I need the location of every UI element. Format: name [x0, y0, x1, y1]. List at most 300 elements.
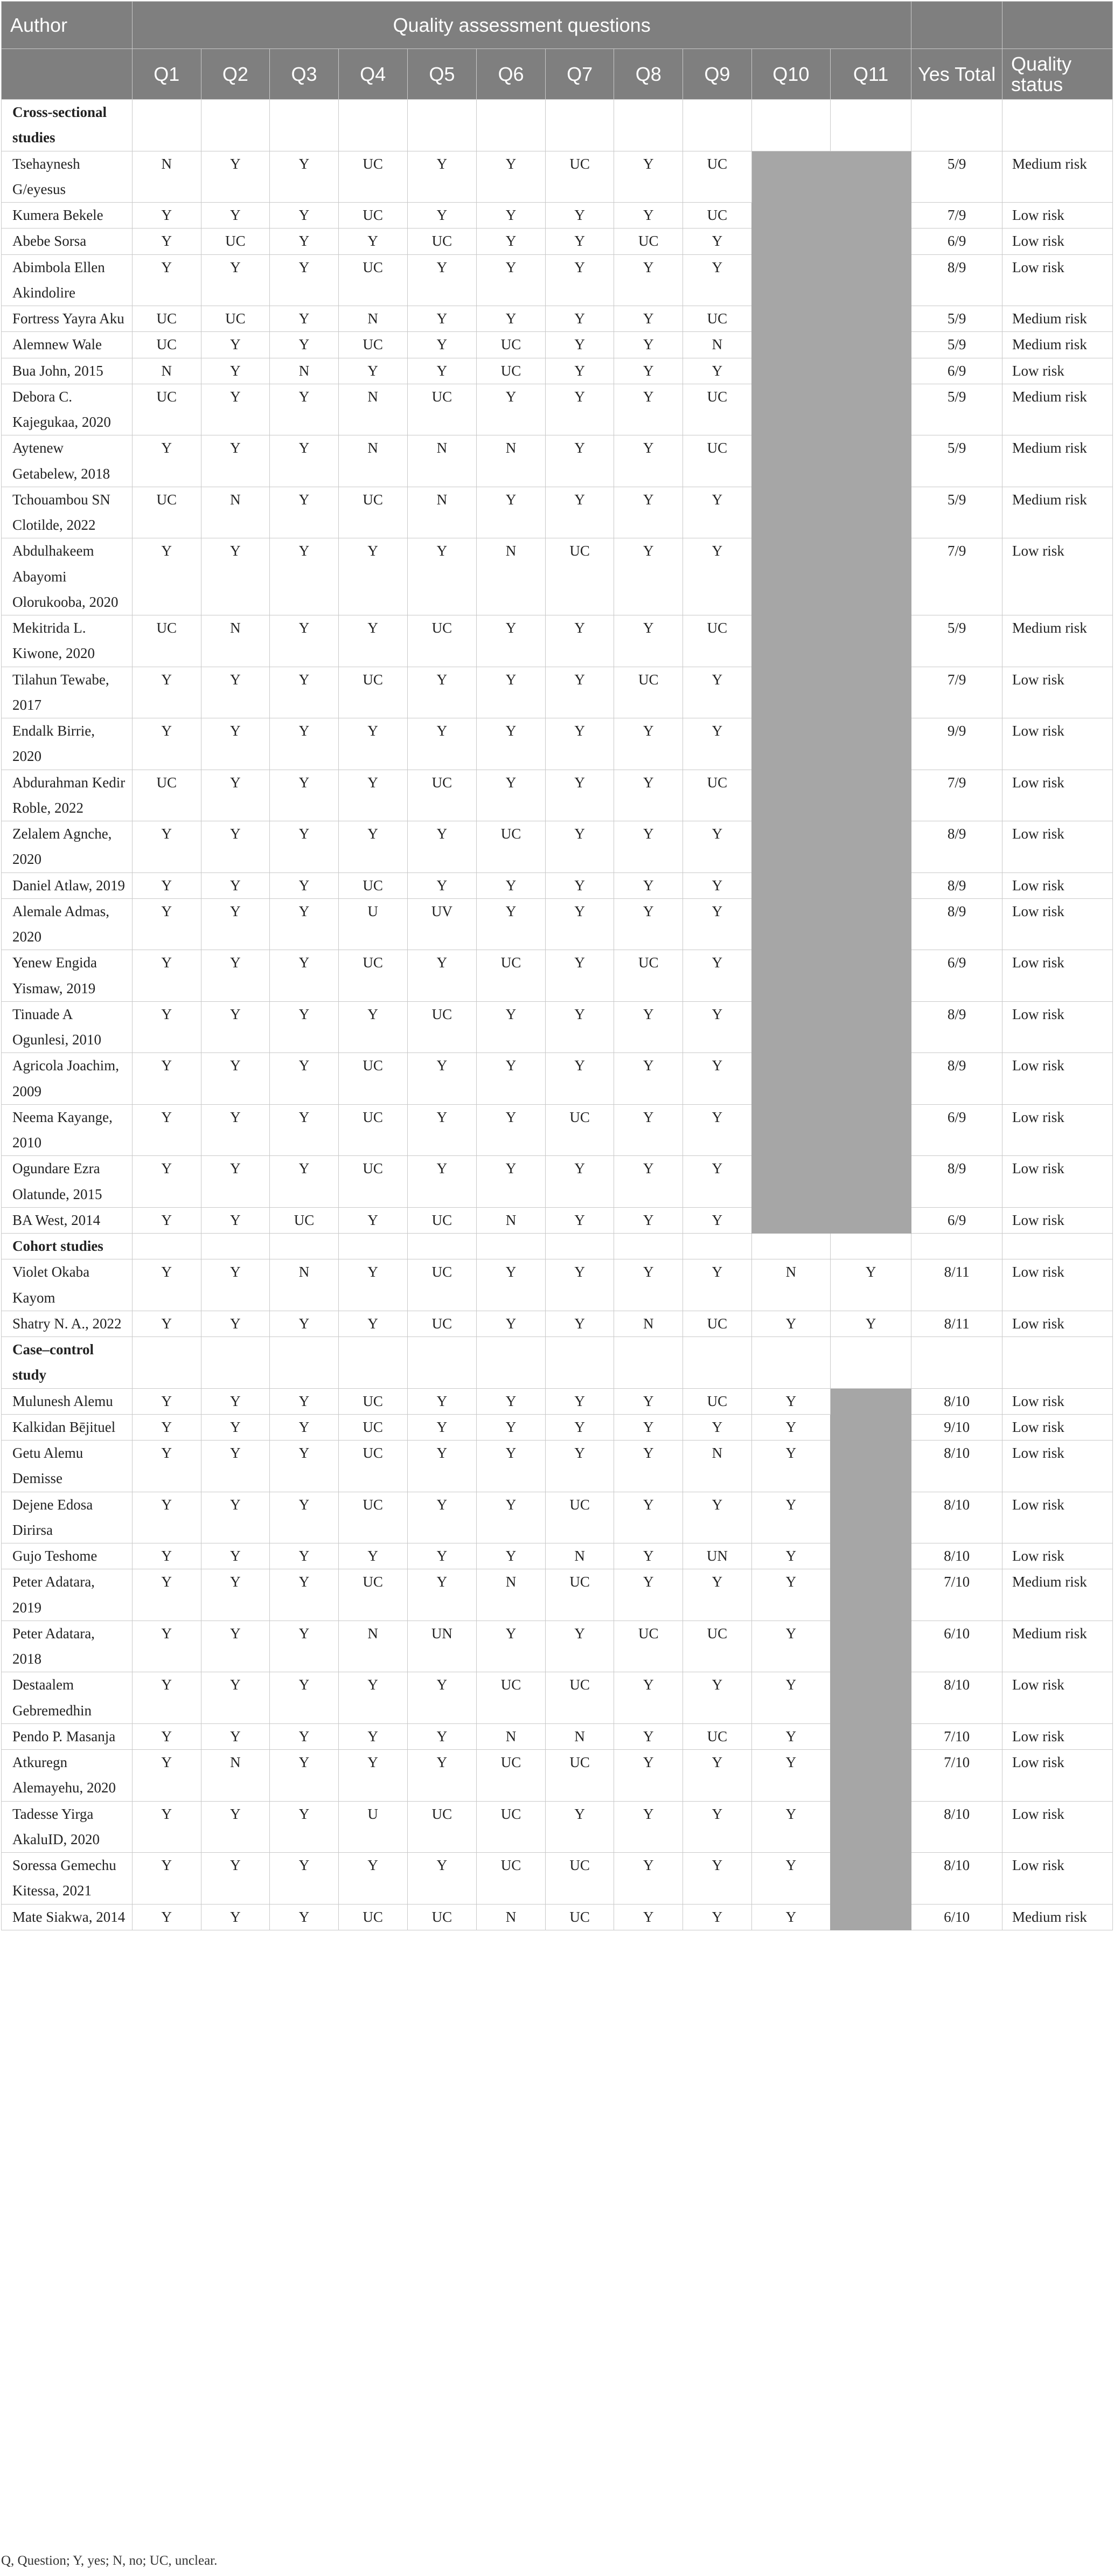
answer-cell-q4: Y — [338, 538, 407, 615]
answer-cell-q8: Y — [614, 1543, 683, 1569]
table-row — [2, 950, 1113, 1002]
answer-cell-q2: Y — [201, 332, 270, 358]
author-cell: Aytenew Getabelew, 2018 — [2, 435, 133, 487]
answer-cell-q3: Y — [270, 898, 339, 950]
quality-status-cell: Low risk — [1002, 1156, 1113, 1208]
section-blank-cell — [201, 1234, 270, 1259]
answer-cell-q5: UC — [407, 1801, 477, 1853]
quality-status-cell: Medium risk — [1002, 332, 1113, 358]
yes-total-cell: 6/10 — [911, 1621, 1002, 1672]
answer-cell-q4: UC — [338, 332, 407, 358]
answer-cell-q6: UC — [477, 950, 546, 1002]
answer-cell-q8: Y — [614, 1414, 683, 1440]
author-cell: Dejene Edosa Dirirsa — [2, 1492, 133, 1543]
author-cell: Getu Alemu Demisse — [2, 1441, 133, 1492]
answer-cell-q7: Y — [545, 1388, 614, 1414]
answer-cell-q1: Y — [132, 1156, 201, 1208]
answer-cell-q3: Y — [270, 1001, 339, 1053]
answer-cell-q2: Y — [201, 254, 270, 306]
answer-cell-q10: Y — [751, 1492, 830, 1543]
yes-total-cell: 5/9 — [911, 615, 1002, 667]
quality-status-cell: Low risk — [1002, 898, 1113, 950]
header-row-questions — [2, 49, 1113, 100]
yes-total-cell: 5/9 — [911, 332, 1002, 358]
answer-cell-q9: Y — [683, 1259, 752, 1311]
answer-cell-q4: Y — [338, 615, 407, 667]
author-cell: Endalk Birrie, 2020 — [2, 718, 133, 770]
table-row — [2, 1569, 1113, 1621]
answer-cell-q7: Y — [545, 1156, 614, 1208]
quality-assessment-table — [1, 1, 1113, 1930]
answer-cell-q3: Y — [270, 306, 339, 332]
answer-cell-q1: Y — [132, 1853, 201, 1905]
author-cell: Agricola Joachim, 2009 — [2, 1053, 133, 1105]
table-row — [2, 1104, 1113, 1156]
yes-total-cell: 9/10 — [911, 1414, 1002, 1440]
section-blank-cell — [1002, 100, 1113, 151]
author-cell: Tchouambou SN Clotilde, 2022 — [2, 487, 133, 538]
answer-cell-q6: Y — [477, 228, 546, 254]
answer-cell-q5: Y — [407, 1672, 477, 1724]
answer-cell-q4: UC — [338, 872, 407, 898]
answer-cell-q1: Y — [132, 718, 201, 770]
table-footnote: Q, Question; Y, yes; N, no; UC, unclear. — [1, 2553, 218, 2568]
header-q8: Q8 — [614, 49, 683, 100]
answer-cell-q3: Y — [270, 1750, 339, 1802]
answer-cell-q7: Y — [545, 1053, 614, 1105]
answer-cell-q9: Y — [683, 821, 752, 873]
answer-cell-q4: Y — [338, 1543, 407, 1569]
answer-cell-q9: UC — [683, 615, 752, 667]
answer-cell-q1: Y — [132, 898, 201, 950]
yes-total-cell: 8/9 — [911, 821, 1002, 873]
section-blank-cell — [477, 100, 546, 151]
answer-cell-q8: Y — [614, 487, 683, 538]
section-blank-cell — [477, 1337, 546, 1389]
answer-cell-q2: Y — [201, 770, 270, 821]
quality-status-cell: Medium risk — [1002, 1569, 1113, 1621]
quality-status-cell: Low risk — [1002, 203, 1113, 228]
answer-cell-q1: Y — [132, 1801, 201, 1853]
answer-cell-q1: N — [132, 358, 201, 384]
author-cell: Mulunesh Alemu — [2, 1388, 133, 1414]
answer-cell-q4: UC — [338, 950, 407, 1002]
section-blank-cell — [614, 1234, 683, 1259]
author-cell: Yenew Engida Yismaw, 2019 — [2, 950, 133, 1002]
answer-cell-q1: Y — [132, 1904, 201, 1930]
answer-cell-q3: Y — [270, 203, 339, 228]
answer-cell-q7: N — [545, 1723, 614, 1749]
quality-status-cell: Low risk — [1002, 1104, 1113, 1156]
quality-status-cell: Low risk — [1002, 1388, 1113, 1414]
yes-total-cell: 7/10 — [911, 1723, 1002, 1749]
answer-cell-q8: Y — [614, 1672, 683, 1724]
answer-cell-q5: Y — [407, 254, 477, 306]
answer-cell-q6: Y — [477, 487, 546, 538]
answer-cell-q3: Y — [270, 615, 339, 667]
answer-cell-q4: Y — [338, 228, 407, 254]
answer-cell-q1: Y — [132, 1311, 201, 1337]
answer-cell-q1: Y — [132, 1259, 201, 1311]
answer-cell-q1: Y — [132, 1750, 201, 1802]
section-blank-cell — [1002, 1337, 1113, 1389]
author-header: Author — [2, 2, 133, 49]
table-header — [2, 2, 1113, 100]
answer-cell-q9: Y — [683, 254, 752, 306]
answer-cell-q2: Y — [201, 435, 270, 487]
answer-cell-q5: UC — [407, 1001, 477, 1053]
section-blank-cell — [1002, 1234, 1113, 1259]
section-blank-cell — [545, 100, 614, 151]
table-row — [2, 151, 1113, 203]
quality-status-cell: Medium risk — [1002, 435, 1113, 487]
yes-total-cell: 7/9 — [911, 203, 1002, 228]
yes-total-cell: 8/10 — [911, 1492, 1002, 1543]
answer-cell-q2: Y — [201, 1801, 270, 1853]
quality-status-cell: Low risk — [1002, 1750, 1113, 1802]
author-cell: Zelalem Agnche, 2020 — [2, 821, 133, 873]
answer-cell-q5: Y — [407, 151, 477, 203]
header-q10: Q10 — [751, 49, 830, 100]
author-cell: Alemale Admas, 2020 — [2, 898, 133, 950]
answer-cell-q6: Y — [477, 667, 546, 718]
answer-cell-q9: Y — [683, 1569, 752, 1621]
answer-cell-q7: Y — [545, 1621, 614, 1672]
answer-cell-q3: Y — [270, 1543, 339, 1569]
header-q9: Q9 — [683, 49, 752, 100]
answer-cell-q8: Y — [614, 615, 683, 667]
answer-cell-q9: UC — [683, 1311, 752, 1337]
yes-total-cell: 8/9 — [911, 1001, 1002, 1053]
answer-cell-q3: Y — [270, 1414, 339, 1440]
answer-cell-q5: Y — [407, 872, 477, 898]
yes-total-cell: 8/9 — [911, 1053, 1002, 1105]
answer-cell-q7: Y — [545, 332, 614, 358]
quality-status-cell: Low risk — [1002, 821, 1113, 873]
answer-cell-q8: Y — [614, 306, 683, 332]
answer-cell-q6: Y — [477, 1441, 546, 1492]
author-cell: Bua John, 2015 — [2, 358, 133, 384]
answer-cell-q8: Y — [614, 898, 683, 950]
answer-cell-q6: Y — [477, 872, 546, 898]
answer-cell-q6: N — [477, 1904, 546, 1930]
answer-cell-q3: Y — [270, 770, 339, 821]
quality-status-cell: Low risk — [1002, 1414, 1113, 1440]
yes-total-cell: 9/9 — [911, 718, 1002, 770]
table-row — [2, 1853, 1113, 1905]
quality-status-cell: Low risk — [1002, 254, 1113, 306]
yes-total-cell: 6/9 — [911, 358, 1002, 384]
section-blank-cell — [270, 100, 339, 151]
answer-cell-q7: Y — [545, 770, 614, 821]
answer-cell-q3: Y — [270, 872, 339, 898]
answer-cell-q10: Y — [751, 1750, 830, 1802]
answer-cell-q9: UC — [683, 1388, 752, 1414]
answer-cell-q7: UC — [545, 538, 614, 615]
author-cell: BA West, 2014 — [2, 1207, 133, 1233]
answer-cell-q1: Y — [132, 950, 201, 1002]
answer-cell-q11: Y — [830, 1311, 911, 1337]
answer-cell-q4: Y — [338, 1207, 407, 1233]
answer-cell-q8: Y — [614, 1104, 683, 1156]
table-row — [2, 718, 1113, 770]
section-blank-cell — [407, 1234, 477, 1259]
answer-cell-q6: Y — [477, 1543, 546, 1569]
answer-cell-q1: Y — [132, 1001, 201, 1053]
header-blank-status — [1002, 2, 1113, 49]
yes-total-cell: 5/9 — [911, 487, 1002, 538]
table-row — [2, 1543, 1113, 1569]
answer-cell-q5: Y — [407, 1053, 477, 1105]
answer-cell-q9: N — [683, 332, 752, 358]
author-cell: Daniel Atlaw, 2019 — [2, 872, 133, 898]
answer-cell-q2: Y — [201, 1853, 270, 1905]
section-row — [2, 1337, 1113, 1389]
header-blank-author — [2, 49, 133, 100]
not-applicable-shaded-block — [751, 151, 911, 1234]
yes-total-cell: 5/9 — [911, 384, 1002, 435]
answer-cell-q3: Y — [270, 950, 339, 1002]
yes-total-header: Yes Total — [911, 49, 1002, 100]
answer-cell-q8: Y — [614, 1441, 683, 1492]
section-blank-cell — [683, 1234, 752, 1259]
answer-cell-q1: Y — [132, 1672, 201, 1724]
answer-cell-q4: Y — [338, 1723, 407, 1749]
section-blank-cell — [911, 1234, 1002, 1259]
answer-cell-q4: Y — [338, 718, 407, 770]
answer-cell-q3: Y — [270, 435, 339, 487]
answer-cell-q6: Y — [477, 151, 546, 203]
answer-cell-q8: Y — [614, 872, 683, 898]
answer-cell-q8: Y — [614, 1388, 683, 1414]
answer-cell-q7: Y — [545, 384, 614, 435]
answer-cell-q6: Y — [477, 306, 546, 332]
section-blank-cell — [338, 1234, 407, 1259]
answer-cell-q7: Y — [545, 1441, 614, 1492]
answer-cell-q7: UC — [545, 1750, 614, 1802]
answer-cell-q8: Y — [614, 358, 683, 384]
answer-cell-q5: UC — [407, 1259, 477, 1311]
yes-total-cell: 6/9 — [911, 228, 1002, 254]
answer-cell-q1: UC — [132, 770, 201, 821]
answer-cell-q7: Y — [545, 203, 614, 228]
answer-cell-q5: Y — [407, 1543, 477, 1569]
answer-cell-q2: Y — [201, 821, 270, 873]
answer-cell-q8: Y — [614, 770, 683, 821]
section-blank-cell — [270, 1234, 339, 1259]
author-cell: Mate Siakwa, 2014 — [2, 1904, 133, 1930]
answer-cell-q2: Y — [201, 1414, 270, 1440]
section-blank-cell — [132, 100, 201, 151]
answer-cell-q5: Y — [407, 1750, 477, 1802]
answer-cell-q4: UC — [338, 203, 407, 228]
author-cell: Alemnew Wale — [2, 332, 133, 358]
answer-cell-q7: Y — [545, 872, 614, 898]
answer-cell-q3: Y — [270, 332, 339, 358]
table-row — [2, 228, 1113, 254]
answer-cell-q5: UC — [407, 384, 477, 435]
answer-cell-q6: Y — [477, 615, 546, 667]
section-blank-cell — [407, 100, 477, 151]
answer-cell-q6: Y — [477, 1001, 546, 1053]
table-row — [2, 1053, 1113, 1105]
answer-cell-q4: Y — [338, 1853, 407, 1905]
header-q5: Q5 — [407, 49, 477, 100]
answer-cell-q3: UC — [270, 1207, 339, 1233]
section-row — [2, 100, 1113, 151]
answer-cell-q7: Y — [545, 1207, 614, 1233]
header-row-top — [2, 2, 1113, 49]
answer-cell-q7: Y — [545, 306, 614, 332]
answer-cell-q7: Y — [545, 1801, 614, 1853]
yes-total-cell: 6/9 — [911, 1207, 1002, 1233]
answer-cell-q6: UC — [477, 1801, 546, 1853]
answer-cell-q7: UC — [545, 1104, 614, 1156]
answer-cell-q1: Y — [132, 1543, 201, 1569]
answer-cell-q5: Y — [407, 203, 477, 228]
answer-cell-q4: U — [338, 898, 407, 950]
answer-cell-q1: UC — [132, 306, 201, 332]
table-row — [2, 898, 1113, 950]
answer-cell-q8: UC — [614, 950, 683, 1002]
table-row — [2, 1723, 1113, 1749]
section-blank-cell — [614, 100, 683, 151]
answer-cell-q9: Y — [683, 1001, 752, 1053]
answer-cell-q1: UC — [132, 615, 201, 667]
answer-cell-q8: Y — [614, 1156, 683, 1208]
header-q4: Q4 — [338, 49, 407, 100]
quality-status-cell: Low risk — [1002, 1053, 1113, 1105]
answer-cell-q8: Y — [614, 1853, 683, 1905]
answer-cell-q5: Y — [407, 358, 477, 384]
answer-cell-q2: Y — [201, 384, 270, 435]
answer-cell-q10: Y — [751, 1543, 830, 1569]
answer-cell-q8: Y — [614, 384, 683, 435]
answer-cell-q1: Y — [132, 667, 201, 718]
answer-cell-q1: Y — [132, 254, 201, 306]
answer-cell-q5: Y — [407, 1104, 477, 1156]
answer-cell-q9: Y — [683, 1750, 752, 1802]
answer-cell-q9: Y — [683, 1904, 752, 1930]
table-row — [2, 358, 1113, 384]
quality-status-cell: Medium risk — [1002, 1904, 1113, 1930]
table-row — [2, 538, 1113, 615]
answer-cell-q2: Y — [201, 1904, 270, 1930]
author-cell: Abdurahman Kedir Roble, 2022 — [2, 770, 133, 821]
answer-cell-q3: Y — [270, 1311, 339, 1337]
answer-cell-q5: UC — [407, 1311, 477, 1337]
answer-cell-q4: N — [338, 384, 407, 435]
answer-cell-q7: UC — [545, 1904, 614, 1930]
quality-status-header: Quality status — [1002, 49, 1113, 100]
quality-status-cell: Low risk — [1002, 228, 1113, 254]
answer-cell-q4: UC — [338, 667, 407, 718]
quality-status-cell: Low risk — [1002, 667, 1113, 718]
quality-status-cell: Low risk — [1002, 538, 1113, 615]
table-row — [2, 1414, 1113, 1440]
answer-cell-q7: Y — [545, 435, 614, 487]
answer-cell-q5: Y — [407, 1569, 477, 1621]
header-q11: Q11 — [830, 49, 911, 100]
answer-cell-q4: UC — [338, 1904, 407, 1930]
author-cell: Abebe Sorsa — [2, 228, 133, 254]
answer-cell-q5: UN — [407, 1621, 477, 1672]
yes-total-cell: 5/9 — [911, 435, 1002, 487]
answer-cell-q10: Y — [751, 1311, 830, 1337]
answer-cell-q8: Y — [614, 1569, 683, 1621]
author-cell: Shatry N. A., 2022 — [2, 1311, 133, 1337]
quality-status-cell: Low risk — [1002, 1001, 1113, 1053]
answer-cell-q9: UC — [683, 384, 752, 435]
answer-cell-q10: Y — [751, 1723, 830, 1749]
answer-cell-q10: Y — [751, 1441, 830, 1492]
header-q3: Q3 — [270, 49, 339, 100]
answer-cell-q5: Y — [407, 1414, 477, 1440]
answer-cell-q1: Y — [132, 1104, 201, 1156]
answer-cell-q2: Y — [201, 1672, 270, 1724]
answer-cell-q4: Y — [338, 821, 407, 873]
answer-cell-q5: Y — [407, 1388, 477, 1414]
quality-status-cell: Low risk — [1002, 358, 1113, 384]
author-cell: Atkuregn Alemayehu, 2020 — [2, 1750, 133, 1802]
answer-cell-q7: UC — [545, 1569, 614, 1621]
quality-status-cell: Low risk — [1002, 1853, 1113, 1905]
answer-cell-q9: Y — [683, 1414, 752, 1440]
author-cell: Kumera Bekele — [2, 203, 133, 228]
yes-total-cell: 7/10 — [911, 1569, 1002, 1621]
table-row — [2, 667, 1113, 718]
author-cell: Pendo P. Masanja — [2, 1723, 133, 1749]
answer-cell-q3: Y — [270, 1904, 339, 1930]
table-row — [2, 872, 1113, 898]
answer-cell-q2: Y — [201, 1621, 270, 1672]
answer-cell-q1: Y — [132, 1388, 201, 1414]
answer-cell-q4: UC — [338, 1414, 407, 1440]
yes-total-cell: 8/11 — [911, 1259, 1002, 1311]
section-blank-cell — [751, 100, 830, 151]
answer-cell-q10: Y — [751, 1621, 830, 1672]
answer-cell-q2: Y — [201, 151, 270, 203]
answer-cell-q7: Y — [545, 667, 614, 718]
answer-cell-q2: Y — [201, 1259, 270, 1311]
answer-cell-q6: UC — [477, 1672, 546, 1724]
answer-cell-q5: UV — [407, 898, 477, 950]
answer-cell-q10: Y — [751, 1388, 830, 1414]
table-row — [2, 1750, 1113, 1802]
answer-cell-q2: Y — [201, 1001, 270, 1053]
answer-cell-q9: Y — [683, 950, 752, 1002]
answer-cell-q8: Y — [614, 1492, 683, 1543]
section-title: Cross-sectional studies — [2, 100, 133, 151]
answer-cell-q5: UC — [407, 1904, 477, 1930]
author-cell: Peter Adatara, 2019 — [2, 1569, 133, 1621]
answer-cell-q9: Y — [683, 667, 752, 718]
answer-cell-q6: Y — [477, 898, 546, 950]
answer-cell-q4: UC — [338, 1441, 407, 1492]
answer-cell-q8: Y — [614, 151, 683, 203]
table-row — [2, 821, 1113, 873]
answer-cell-q3: Y — [270, 1801, 339, 1853]
answer-cell-q7: Y — [545, 228, 614, 254]
yes-total-cell: 5/9 — [911, 151, 1002, 203]
answer-cell-q1: Y — [132, 203, 201, 228]
answer-cell-q9: UC — [683, 203, 752, 228]
answer-cell-q5: Y — [407, 1441, 477, 1492]
author-cell: Kalkidan Bējituel — [2, 1414, 133, 1440]
answer-cell-q2: N — [201, 1750, 270, 1802]
answer-cell-q10: Y — [751, 1801, 830, 1853]
answer-cell-q1: UC — [132, 384, 201, 435]
